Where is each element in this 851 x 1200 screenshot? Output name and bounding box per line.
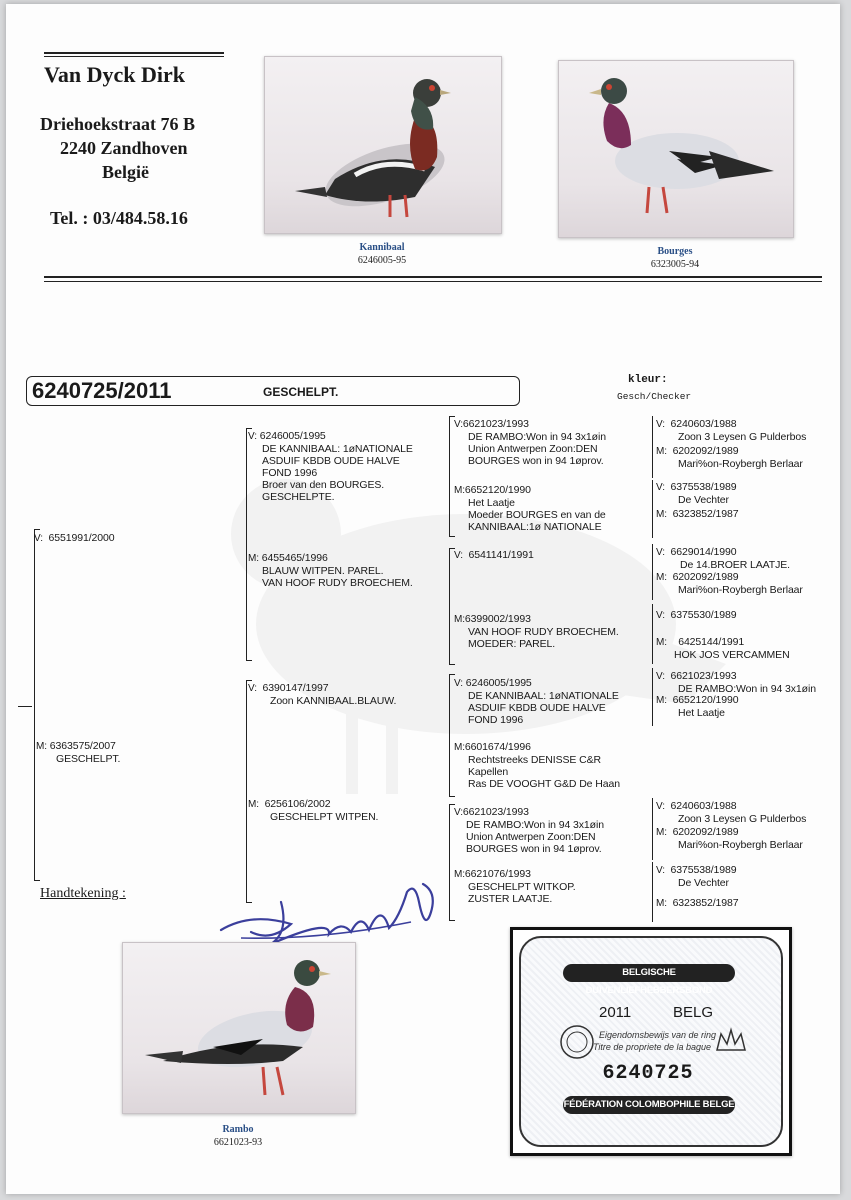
gen4-entry-2: M: 6202092/1989 Mari%on-Roybergh Berlaar — [656, 445, 803, 470]
ring-card-year: 2011 — [599, 1004, 632, 1021]
owner-phone: Tel. : 03/484.58.16 — [50, 208, 188, 228]
owner-country: België — [102, 162, 149, 182]
gen4-entry-3: V: 6375538/1989 De Vechter — [656, 481, 737, 506]
gen4-entry-14: M: 6323852/1987 — [656, 897, 739, 909]
gen4-entry-11: V: 6240603/1988 Zoon 3 Leysen G Pulderbos — [656, 800, 807, 825]
ring-card-header: BELGISCHE DUIVENLIEFHEBBERSBOND — [563, 964, 735, 982]
pedigree-sheet — [6, 4, 840, 1194]
kannibaal-name: Kannibaal — [359, 242, 405, 253]
gen1-mother: M: 6363575/2007 GESCHELPT. — [36, 740, 121, 765]
owner-top-rule — [44, 52, 224, 54]
gen4-entry-4: M: 6323852/1987 — [656, 508, 739, 520]
gen3-bracket-3 — [449, 674, 450, 796]
kannibaal-photo — [264, 56, 502, 234]
ring-card-number: 6240725 — [602, 1062, 694, 1085]
rambo-photo — [122, 942, 356, 1114]
gen4-entry-7: V: 6375530/1989 — [656, 609, 737, 621]
gen1-father: V: 6551991/2000 — [34, 532, 115, 544]
ring-card-line2: Titre de propriete de la bague — [593, 1042, 711, 1052]
bourges-photo — [558, 60, 794, 238]
header-divider-thin — [44, 281, 822, 282]
gen3-entry-6: M:6601674/1996 Rechtstreeks DENISSE C&R Kapellen Ras DE VOOGHT G&D De Haan — [454, 741, 620, 790]
owner-city: 2240 Zandhoven — [60, 138, 188, 158]
gen3-bracket-1 — [449, 416, 450, 536]
gen3-entry-8: M:6621076/1993 GESCHELPT WITKOP. ZUSTER LAATJE. — [454, 868, 576, 905]
kleur-value: Gesch/Checker — [617, 391, 692, 402]
signature-label: Handtekening : — [40, 886, 126, 901]
gen4-entry-1: V: 6240603/1988 Zoon 3 Leysen G Pulderbos — [656, 418, 807, 443]
header-divider — [44, 276, 822, 278]
gen4-entry-9: V: 6621023/1993 DE RAMBO:Won in 94 3x1øin — [656, 670, 816, 695]
root-stub — [18, 706, 32, 707]
bourges-name: Bourges — [657, 246, 693, 257]
ring-emblem-icon — [557, 1022, 597, 1062]
pigeon-icon — [559, 61, 793, 237]
gen3-entry-1: V:6621023/1993 DE RAMBO:Won in 94 3x1øin Union Antwerpen Zoon:DEN BOURGES won in 94 1øprov. — [454, 418, 606, 467]
bourges-ring: 6323005-94 — [650, 259, 700, 270]
gen4-entry-8: M: 6425144/1991 HOK JOS VERCAMMEN — [656, 636, 790, 661]
gen2-sire-b: V: 6390147/1997 Zoon KANNIBAAL.BLAUW. — [248, 682, 397, 707]
pigeon-icon — [123, 943, 355, 1113]
gen3-entry-5: V: 6246005/1995 DE KANNIBAAL: 1øNATIONALE ASDUIF KBDB OUDE HALVE FOND 1996 — [454, 677, 619, 726]
ring-card-country: BELG — [673, 1004, 714, 1021]
rambo-name: Rambo — [222, 1124, 254, 1135]
gen3-entry-2: M:6652120/1990 Het Laatje Moeder BOURGES en van de KANNIBAAL:1ø NATIONALE — [454, 484, 606, 533]
ring-card-footer: FÉDÉRATION COLOMBOPHILE BELGE — [563, 1096, 735, 1114]
gen3-entry-4: M:6399002/1993 VAN HOOF RUDY BROECHEM. MOEDER: PAREL. — [454, 613, 619, 650]
gen3-bracket-2 — [449, 548, 450, 664]
gen3-entry-3: V: 6541141/1991 — [454, 549, 534, 561]
gen2-sire-a: V: 6246005/1995 DE KANNIBAAL: 1øNATIONALE ASDUIF KBDB OUDE HALVE FOND 1996 Broer van den BOURGES. GESCHELPTE. — [248, 430, 413, 503]
gen4-entry-10: M: 6652120/1990 Het Laatje — [656, 694, 739, 719]
gen2-bracket-bottom — [246, 680, 247, 902]
gen2-dam-a: M: 6455465/1996 BLAUW WITPEN. PAREL. VAN HOOF RUDY BROECHEM. — [248, 552, 413, 589]
pigeon-icon — [265, 57, 501, 233]
signature-image — [211, 872, 451, 952]
owner-street: Driehoekstraat 76 B — [40, 114, 195, 134]
subject-color: GESCHELPT. — [263, 385, 339, 399]
gen4-entry-6: M: 6202092/1989 Mari%on-Roybergh Berlaar — [656, 571, 803, 596]
kannibaal-ring: 6246005-95 — [357, 255, 407, 266]
rambo-ring: 6621023-93 — [213, 1137, 263, 1148]
gen4-entry-12: M: 6202092/1989 Mari%on-Roybergh Berlaar — [656, 826, 803, 851]
owner-name: Van Dyck Dirk — [44, 62, 185, 87]
subject-ring: 6240725/2011 — [32, 378, 172, 403]
crown-icon — [713, 1026, 749, 1056]
owner-top-rule-thin — [44, 56, 224, 57]
gen2-bracket-top — [246, 428, 247, 660]
gen3-entry-7: V:6621023/1993 DE RAMBO:Won in 94 3x1øin Union Antwerpen Zoon:DEN BOURGES won in 94 1øprov. — [454, 806, 604, 855]
gen4-entry-13: V: 6375538/1989 De Vechter — [656, 864, 737, 889]
gen1-bracket — [34, 529, 35, 880]
gen4-entry-5: V: 6629014/1990 De 14.BROER LAATJE. — [656, 546, 790, 571]
ring-card — [510, 927, 792, 1156]
kleur-label: kleur: — [628, 374, 668, 386]
gen2-dam-b: M: 6256106/2002 GESCHELPT WITPEN. — [248, 798, 379, 823]
ring-card-line1: Eigendomsbewijs van de ring — [599, 1030, 717, 1040]
